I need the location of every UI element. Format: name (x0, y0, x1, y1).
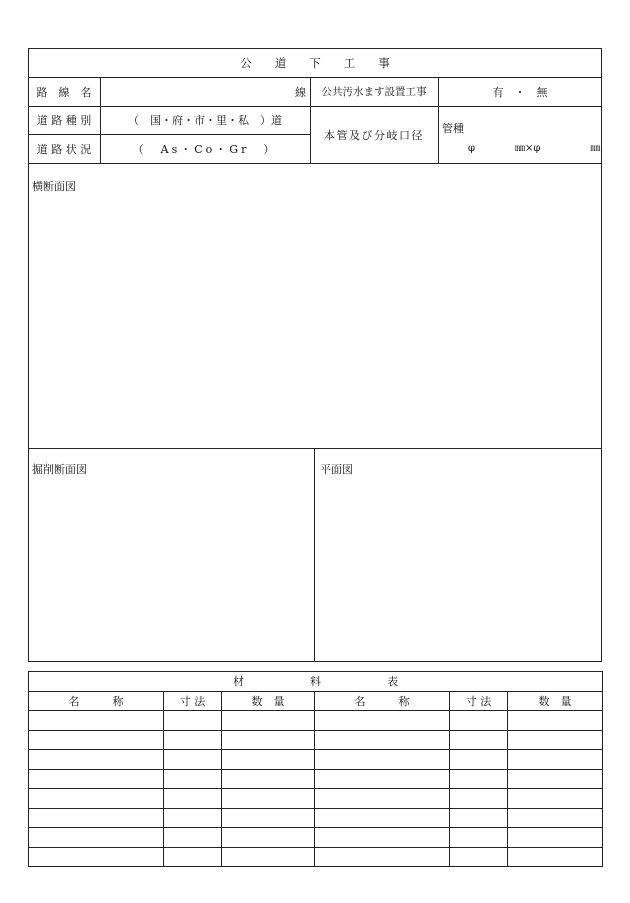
plan-view-area[interactable] (315, 449, 601, 661)
excavation-section-area[interactable] (29, 449, 313, 661)
size-cell[interactable] (450, 711, 508, 731)
materials-body (29, 711, 603, 867)
name-cell[interactable] (29, 730, 164, 750)
pipe-type-label: 管種 (442, 122, 464, 135)
name-cell[interactable] (315, 808, 450, 828)
table-row (29, 847, 603, 867)
pipe-diameter-label: 本管及び分岐口径 (324, 128, 424, 142)
table-row (29, 711, 603, 731)
pipe-dimensions[interactable]: φ ㎜×φ ㎜ (468, 143, 601, 154)
size-cell[interactable] (450, 730, 508, 750)
table-row (29, 828, 603, 848)
name-cell[interactable] (315, 711, 450, 731)
table-row (29, 750, 603, 770)
size-cell[interactable] (164, 750, 222, 770)
size-cell[interactable] (450, 847, 508, 867)
name-cell[interactable] (29, 828, 164, 848)
header-quantity: 数 量 (508, 691, 603, 711)
materials-title: 材 料 表 (29, 672, 603, 692)
road-type-label: 道 路 種 別 (36, 114, 92, 127)
size-cell[interactable] (450, 789, 508, 809)
road-type-value[interactable]: （ 国・府・市・里・私 ）道 (128, 114, 282, 127)
name-cell[interactable] (29, 750, 164, 770)
quantity-cell[interactable] (508, 711, 603, 731)
quantity-cell[interactable] (222, 847, 315, 867)
road-condition-value[interactable]: （ As・Co・Gr ） (132, 142, 278, 156)
plan-view-label: 平面図 (320, 463, 353, 476)
route-name-field[interactable] (101, 78, 291, 105)
name-cell[interactable] (315, 769, 450, 789)
name-cell[interactable] (29, 711, 164, 731)
quantity-cell[interactable] (508, 789, 603, 809)
name-cell[interactable] (315, 789, 450, 809)
header-size: 寸 法 (164, 691, 222, 711)
quantity-cell[interactable] (222, 808, 315, 828)
route-suffix: 線 (295, 85, 306, 99)
name-cell[interactable] (29, 789, 164, 809)
quantity-cell[interactable] (222, 750, 315, 770)
table-row (29, 730, 603, 750)
quantity-cell[interactable] (508, 847, 603, 867)
header-quantity: 数 量 (222, 691, 315, 711)
quantity-cell[interactable] (508, 769, 603, 789)
quantity-cell[interactable] (508, 730, 603, 750)
header-name: 名 称 (315, 691, 450, 711)
sewer-box-label: 公共汚水ます設置工事 (321, 86, 427, 98)
header-size: 寸 法 (450, 691, 508, 711)
materials-header-row (29, 691, 603, 711)
name-cell[interactable] (315, 847, 450, 867)
table-row (29, 769, 603, 789)
name-cell[interactable] (315, 730, 450, 750)
sewer-box-value[interactable]: 有 ・ 無 (492, 85, 548, 99)
quantity-cell[interactable] (222, 711, 315, 731)
size-cell[interactable] (164, 711, 222, 731)
size-cell[interactable] (164, 789, 222, 809)
size-cell[interactable] (450, 808, 508, 828)
size-cell[interactable] (450, 828, 508, 848)
name-cell[interactable] (29, 847, 164, 867)
quantity-cell[interactable] (222, 730, 315, 750)
quantity-cell[interactable] (222, 769, 315, 789)
quantity-cell[interactable] (508, 808, 603, 828)
quantity-cell[interactable] (508, 750, 603, 770)
cross-section-label: 横断面図 (32, 180, 76, 193)
header-name: 名 称 (29, 691, 164, 711)
size-cell[interactable] (450, 769, 508, 789)
cross-section-area[interactable] (29, 164, 601, 447)
route-name-label: 路 線 名 (36, 85, 92, 99)
size-cell[interactable] (164, 808, 222, 828)
size-cell[interactable] (450, 750, 508, 770)
quantity-cell[interactable] (508, 828, 603, 848)
form-title: 公 道 下 工 事 (240, 55, 390, 70)
size-cell[interactable] (164, 847, 222, 867)
size-cell[interactable] (164, 730, 222, 750)
size-cell[interactable] (164, 769, 222, 789)
name-cell[interactable] (29, 808, 164, 828)
name-cell[interactable] (29, 769, 164, 789)
name-cell[interactable] (315, 828, 450, 848)
materials-table (28, 671, 603, 867)
excavation-section-label: 掘削断面図 (32, 463, 87, 476)
table-row (29, 808, 603, 828)
name-cell[interactable] (315, 750, 450, 770)
size-cell[interactable] (164, 828, 222, 848)
quantity-cell[interactable] (222, 789, 315, 809)
road-condition-label: 道 路 状 況 (36, 142, 92, 156)
table-row (29, 789, 603, 809)
quantity-cell[interactable] (222, 828, 315, 848)
